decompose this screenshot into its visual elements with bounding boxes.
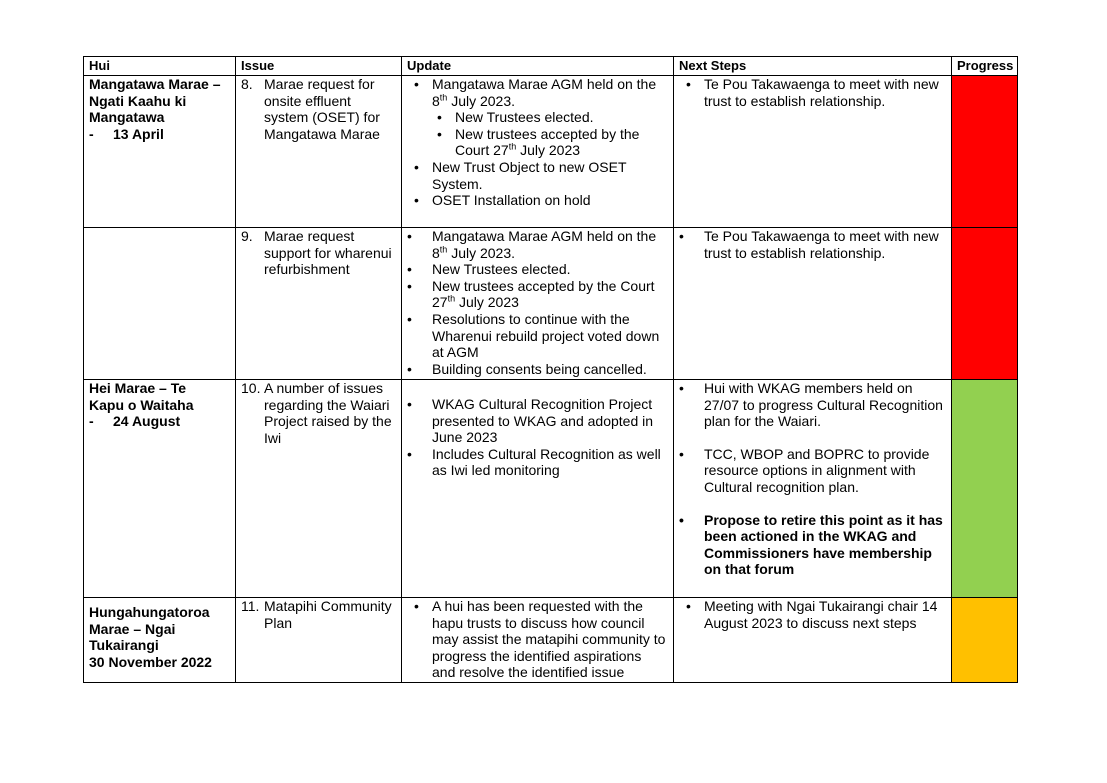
progress-status <box>952 76 1018 228</box>
hui-name-line: Mangatawa Marae – <box>89 76 221 92</box>
issue-cell <box>236 76 402 228</box>
hui-date: 30 November 2022 <box>89 653 212 670</box>
progress-swatch <box>952 380 1017 597</box>
hui-dash: - <box>89 413 94 430</box>
next-steps-cell <box>674 228 952 380</box>
issue-text: Marae request support for wharenui refurbishment <box>264 228 392 278</box>
next-steps-cell <box>674 76 952 228</box>
hui-name-line: Kapu o Waitaha <box>89 396 194 413</box>
hui-name-line: Hungahungatoroa <box>89 604 210 620</box>
issue-number: 11. <box>241 598 260 614</box>
update-cell <box>402 228 674 380</box>
issue-number: 9. <box>241 228 253 244</box>
next-step-item: • Te Pou Takawaenga to meet with new trust to establish relationship. <box>679 76 946 109</box>
table-row <box>84 598 1018 683</box>
update-item: • New trustees accepted by the Court 27th July 2023 <box>407 278 668 311</box>
table-header-row <box>84 57 1018 76</box>
table-row <box>84 380 1018 598</box>
table-row <box>84 228 1018 380</box>
hui-cell <box>84 76 236 228</box>
update-item: • New Trustees elected. <box>407 261 668 278</box>
update-cell <box>402 598 674 683</box>
table-row <box>84 76 1018 228</box>
hui-date-line <box>89 126 230 143</box>
update-item: • Includes Cultural Recognition as well as Iwi led monitoring <box>407 446 668 479</box>
hui-table <box>83 56 1018 683</box>
progress-status <box>952 228 1018 380</box>
update-subitem: • New trustees accepted by the Court 27th July 2023 <box>432 126 668 159</box>
hui-name-line: Tukairangi <box>89 637 159 654</box>
update-item: • Mangatawa Marae AGM held on the 8th July 2023. <box>407 228 668 261</box>
issue-cell <box>236 228 402 380</box>
next-step-item: • Hui with WKAG members held on 27/07 to progress Cultural Recognition plan for the Waiari. <box>679 380 946 430</box>
issue-text: A number of issues regarding the Waiari Project raised by the Iwi <box>264 380 392 446</box>
hui-dash: - <box>89 125 94 142</box>
hui-date: 24 August <box>113 413 181 430</box>
hui-date: 13 April <box>113 125 164 142</box>
hui-name-line: Hei Marae – Te <box>89 380 187 396</box>
issue-cell <box>236 598 402 683</box>
hui-cell <box>84 380 236 598</box>
header-issue: Issue <box>236 57 402 76</box>
progress-status <box>952 598 1018 683</box>
hui-date-line <box>89 413 230 430</box>
hui-name-line: Mangatawa <box>89 109 165 126</box>
hui-cell <box>84 598 236 683</box>
header-update: Update <box>402 57 674 76</box>
update-cell <box>402 380 674 598</box>
update-cell <box>402 76 674 228</box>
progress-status <box>952 380 1018 598</box>
progress-swatch <box>952 228 1017 379</box>
next-steps-cell <box>674 598 952 683</box>
hui-name-line: Marae – Ngai <box>89 620 176 637</box>
progress-swatch <box>952 76 1017 227</box>
update-item: • Resolutions to continue with the Wharenui rebuild project voted down at AGM <box>407 311 668 361</box>
next-step-item: • Propose to retire this point as it has been actioned in the WKAG and Commissioners have membership on that forum <box>679 512 946 578</box>
update-subitem: • New Trustees elected. <box>432 109 668 126</box>
update-item: • WKAG Cultural Recognition Project presented to WKAG and adopted in June 2023 <box>407 396 668 446</box>
update-item: • New Trust Object to new OSET System. <box>407 159 668 192</box>
update-item: • OSET Installation on hold <box>407 192 668 209</box>
next-step-item: • Te Pou Takawaenga to meet with new trust to establish relationship. <box>679 228 946 261</box>
update-item: • A hui has been requested with the hapu trusts to discuss how council may assist the matapihi community to progress the identified aspirations and resolve the identified issue <box>407 598 668 681</box>
header-next-steps: Next Steps <box>674 57 952 76</box>
issue-number: 8. <box>241 76 253 92</box>
update-item: • Mangatawa Marae AGM held on the 8th July 2023. • New Trustees elected. • New trustees accepted by the Court 27th July 2023 <box>407 76 668 159</box>
hui-name-line: Ngati Kaahu ki <box>89 92 187 109</box>
next-steps-cell <box>674 380 952 598</box>
issue-number: 10. <box>241 380 261 396</box>
issue-cell <box>236 380 402 598</box>
next-step-item: • Meeting with Ngai Tukairangi chair 14 August 2023 to discuss next steps <box>679 598 946 631</box>
issue-text: Matapihi Community Plan <box>264 598 392 631</box>
hui-cell <box>84 228 236 380</box>
issue-text: Marae request for onsite effluent system (OSET) for Mangatawa Marae <box>264 76 380 142</box>
progress-swatch <box>952 598 1017 682</box>
header-hui: Hui <box>84 57 236 76</box>
update-item: • Building consents being cancelled. <box>407 361 668 378</box>
next-step-item: • TCC, WBOP and BOPRC to provide resource options in alignment with Cultural recognition plan. <box>679 446 946 496</box>
header-progress: Progress <box>952 57 1018 76</box>
